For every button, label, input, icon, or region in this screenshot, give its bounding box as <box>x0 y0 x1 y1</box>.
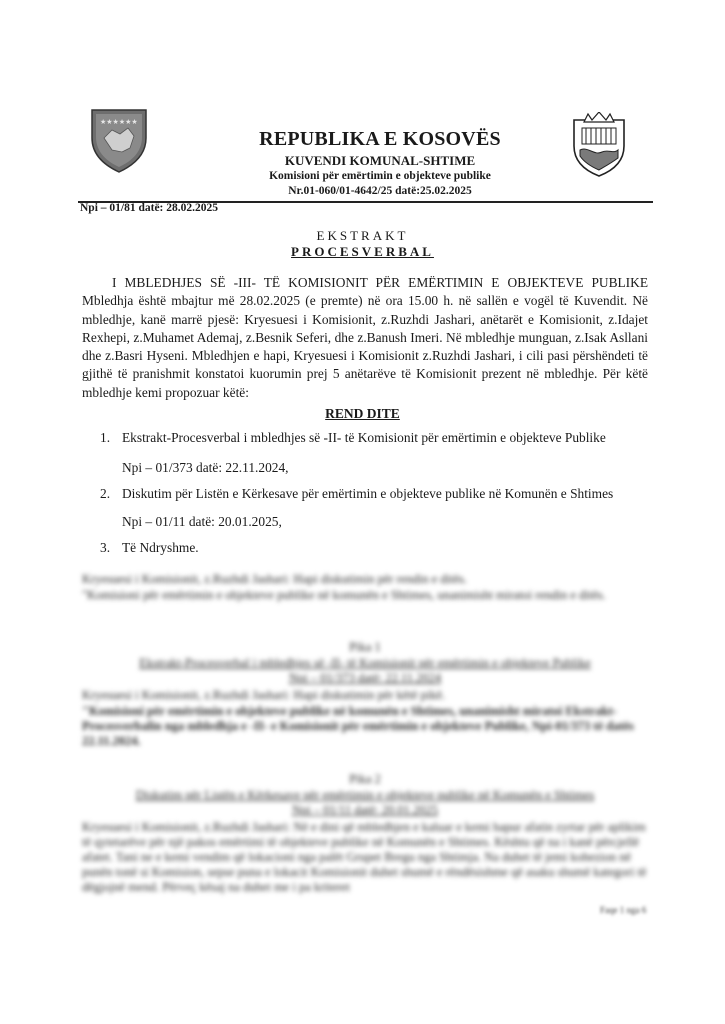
blurred-line: Kryesuesi i Komisionit, z.Ruzhdi Jashari: Hapi diskutimin për këtë pikë. <box>82 688 446 702</box>
blurred-line: Kryesuesi i Komisionit, z.Ruzhdi Jashari: Në e dini që mbledhjen e kaluar e kemi hapur afatin zyrtar për aplikim të qytetarëve për një pakos emërtimi të objekteve publike në Komunën e Shtimes. Kështu që na i kanë përcjellë afatet. Tani ne e kemi vendim që lokacioni nga palët Grupet Bregu nga Shtimja. Na duhet të jemi kohezion në punën tonë si Komision, sepse puna e lokacit Komisionit duhet shumë e rëndësishme që asaku shumë kategori të dëgjojnë mend. Përveç kësaj na duhet me i pa kriteret <box>82 820 647 894</box>
blurred-content <box>82 572 648 912</box>
agenda-item-number: 3. <box>100 540 111 555</box>
procesverbal-title: PROCESVERBAL <box>291 244 434 259</box>
header-subtitle: KUVENDI KOMUNAL-SHTIME <box>284 153 476 168</box>
blurred-point-2-ref: Npi – 01/11 datë: 20.01.2025 <box>291 803 439 817</box>
blurred-line: Kryesuesi i Komisionit, z.Ruzhdi Jashari: Hapi diskutimin për rendin e ditës. <box>82 572 468 586</box>
svg-text:★★★★★★: ★★★★★★ <box>100 118 138 126</box>
ekstrakt-label: EKSTRAKT <box>316 228 409 243</box>
header-committee: Komisioni për emërtimin e objekteve publike <box>269 170 491 182</box>
blurred-point-2-title: Diskutim për Listën e Kërkesave për emërtimin e objekteve publike në Komunën e Shtimes <box>135 788 595 802</box>
blurred-line: "Komisioni për emërtimin e objekteve publike në komunën e Shtimes, unanimisht miratoi Ekstrakt-Procesverbalin nga mbledhja e -II- e Komisionit për emërtimin e objekteve Publike, Npi-01/373 të datës 22.11.2024. <box>82 704 634 748</box>
kosovo-coat-of-arms-icon <box>90 108 148 174</box>
blurred-point-1: Pika 1 <box>349 640 381 654</box>
meeting-heading: I MBLEDHJES SË -III- TË KOMISIONIT PËR EMËRTIMIN E OBJEKTEVE PUBLIKE <box>112 275 648 290</box>
page-number: Faqe 1 nga 6 <box>600 905 647 915</box>
agenda-item-text: Të Ndryshme. <box>122 540 199 555</box>
intro-paragraph <box>82 274 648 402</box>
header-reference: Nr.01-060/01-4642/25 datë:25.02.2025 <box>288 185 472 197</box>
blurred-point-1-ref: Npi – 01/373 datë: 22.11.2024 <box>288 671 442 685</box>
agenda-item-number: 1. <box>100 430 111 445</box>
agenda-item-ref: Npi – 01/373 datë: 22.11.2024, <box>122 460 289 475</box>
blurred-line: "Komisioni për emërtimin e objekteve publike në komunën e Shtimes, unanimisht miratoi rendin e ditës. <box>82 588 606 602</box>
document-npi: Npi – 01/81 datë: 28.02.2025 <box>80 202 218 214</box>
agenda-item-text: Ekstrakt-Procesverbal i mbledhjes së -II- të Komisionit për emërtimin e objekteve Publike <box>122 430 606 445</box>
agenda-item-number: 2. <box>100 486 111 501</box>
blurred-point-2: Pika 2 <box>349 772 381 786</box>
intro-text: Mbledhja është mbajtur më 28.02.2025 (e premte) në ora 15.00 h. në sallën e vogël të Kuvendit. Në mbledhje, kanë marrë pjesë: Kryesuesi i Komisionit, z.Ruzhdi Jashari, anëtarët e Komisionit, z.Idajet Rexhepi, z.Muhamet Ademaj, z.Besnik Seferi, dhe z.Banush Imeri. Në mbledhje munguan, z.Isak Asllani dhe z.Basri Hyseni. Mbledhjen e hapi, Kryesuesi i Komisionit z.Ruzhdi Jashari, i cili pasi përshëndeti të gjithë të pranishmit konstatoi kuorumin prej 5 anëtarëve të Komisionit prezent në mbledhje. Për këtë mbledhje kemi propozuar këtë: <box>82 293 648 400</box>
blurred-point-1-title: Ekstrakt-Procesverbal i mbledhjes së -II- të Komisionit për emërtimin e objekteve Publike <box>139 656 591 670</box>
agenda-item-text: Diskutim për Listën e Kërkesave për emërtimin e objekteve publike në Komunën e Shtimes <box>122 486 614 501</box>
header-title: REPUBLIKA E KOSOVËS <box>259 128 501 150</box>
agenda-title: REND DITE <box>325 406 400 421</box>
agenda-item-ref: Npi – 01/11 datë: 20.01.2025, <box>122 514 282 529</box>
